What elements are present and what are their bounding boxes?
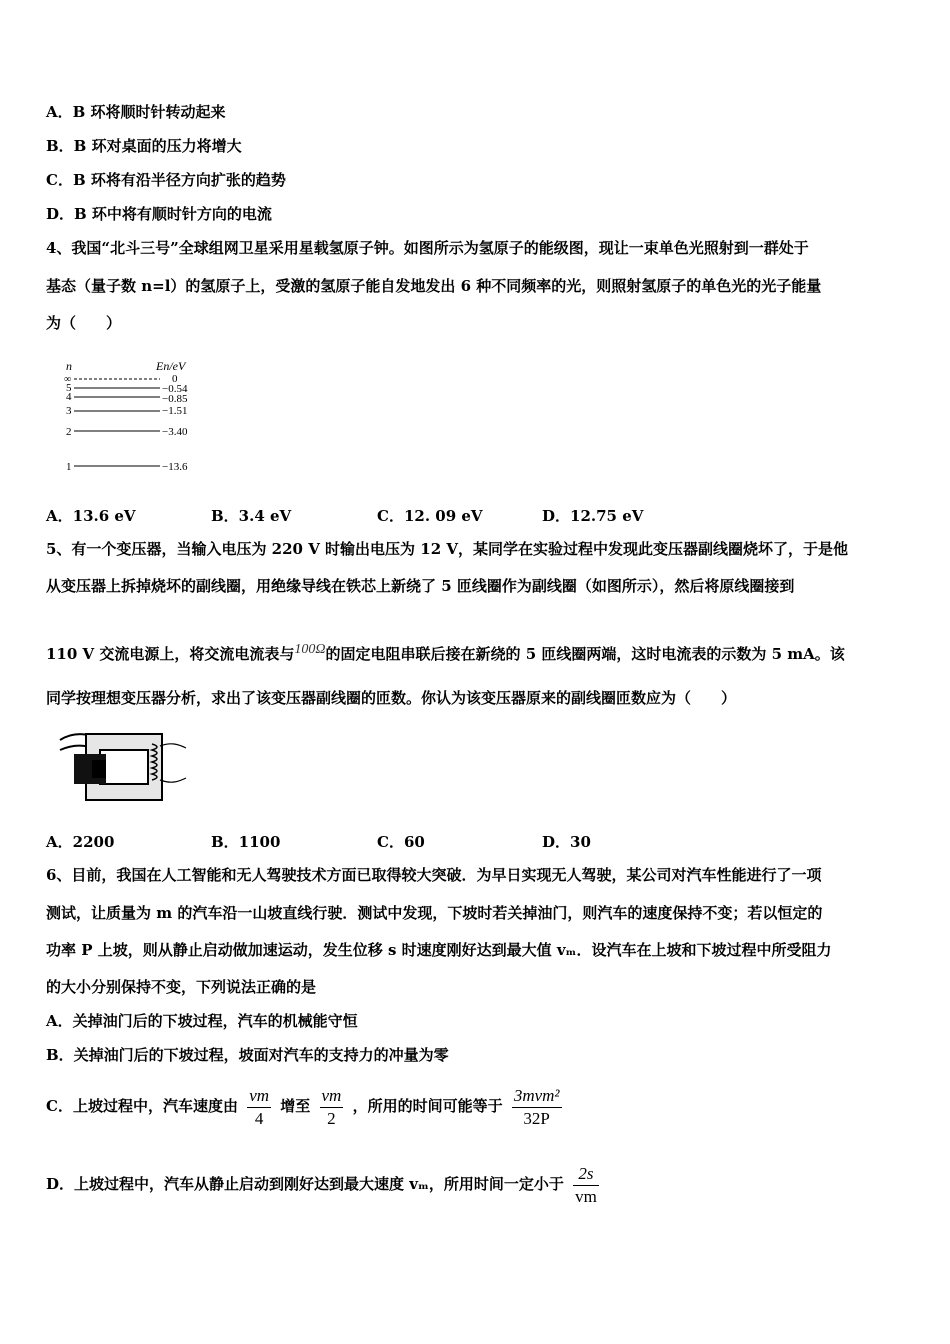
q6-option-c xyxy=(46,1082,566,1132)
q5-stem-line2: 从变压器上拆掉烧坏的副线圈，用绝缘导线在铁芯上新绕了 5 匝线圈作为副线圈（如图所示），然后将原线圈接到 xyxy=(46,577,795,595)
q5-stem-line3 xyxy=(46,640,845,664)
frac-2s-over-vm xyxy=(573,1163,599,1208)
q4-option-a: A．13.6 eV xyxy=(46,507,136,525)
q6-option-a: A．关掉油门后的下坡过程，汽车的机械能守恒 xyxy=(46,1012,358,1030)
level-n-5: 5 xyxy=(66,382,72,394)
level-n-inf: ∞ xyxy=(64,374,72,385)
q4-stem-line2: 基态（量子数 n=l）的氢原子上，受激的氢原子能自发地发出 6 种不同频率的光，则照射氢原子的单色光的光子能量 xyxy=(46,277,822,295)
q5-line3-part1: 110 V 交流电源上，将交流电流表与 xyxy=(46,645,295,663)
level-n-2: 2 xyxy=(66,426,72,438)
level-n-1: 1 xyxy=(66,461,72,473)
q5-option-a: A．2200 xyxy=(46,833,115,851)
q6-option-d xyxy=(46,1160,603,1216)
q6-stem-line2: 测试，让质量为 m 的汽车沿一山坡直线行驶．测试中发现，下坡时若关掉油门，则汽车的速度保持不变；若以恒定的 xyxy=(46,904,823,922)
q6-option-c-post: ，所用的时间可能等于 xyxy=(352,1097,503,1115)
q6-option-b: B．关掉油门后的下坡过程，坡面对汽车的支持力的冲量为零 xyxy=(46,1046,449,1064)
level-e-inf: 0 xyxy=(172,373,178,385)
frac-c3-num: 3mvm² xyxy=(512,1085,562,1108)
q5-stem-line4: 同学按理想变压器分析，求出了该变压器副线圈的匝数。你认为该变压器原来的副线圈匝数应为（ ） xyxy=(46,689,737,707)
level-e-3: −1.51 xyxy=(162,405,188,417)
level-n-3: 3 xyxy=(66,405,72,417)
level-e-5: −0.54 xyxy=(162,383,188,395)
q4-stem-line1: 4、我国“北斗三号”全球组网卫星采用星载氢原子钟。如图所示为氢原子的能级图，现让一束单色光照射到一群处于 xyxy=(46,239,809,257)
frac-vm-over-2 xyxy=(320,1085,344,1130)
q4-stem-line3: 为（ ） xyxy=(46,314,122,332)
level-e-1: −13.6 xyxy=(162,461,188,473)
q6-option-d-pre: D．上坡过程中，汽车从静止启动到刚好达到最大速度 vₘ，所用时间一定小于 xyxy=(46,1175,564,1193)
energy-level-diagram xyxy=(60,356,220,476)
level-n-4: 4 xyxy=(66,391,72,403)
q4-option-c: C．12. 09 eV xyxy=(377,507,483,525)
q5-line3-part2: 的固定电阻串联后接在新绕的 5 匝线圈两端，这时电流表的示数为 5 mA。该 xyxy=(325,645,845,663)
q5-option-c: C．60 xyxy=(377,833,425,851)
q3-option-b: B．B 环对桌面的压力将增大 xyxy=(46,137,242,155)
q6-option-c-pre: C．上坡过程中，汽车速度由 xyxy=(46,1097,238,1115)
q5-stem-line1: 5、有一个变压器，当输入电压为 220 V 时输出电压为 12 V，某同学在实验过程中发现此变压器副线圈烧坏了，于是他 xyxy=(46,540,849,558)
frac-c1-den: 4 xyxy=(254,1108,264,1128)
q4-option-b: B．3.4 eV xyxy=(211,507,292,525)
transformer-figure xyxy=(56,724,191,806)
q6-stem-line4: 的大小分别保持不变，下列说法正确的是 xyxy=(46,978,317,996)
frac-d-den: vm xyxy=(575,1186,597,1206)
diagram-header-e: En/eV xyxy=(156,359,186,373)
level-e-2: −3.40 xyxy=(162,426,188,438)
diagram-header-n: n xyxy=(66,359,72,373)
q3-option-a: A．B 环将顺时针转动起来 xyxy=(46,103,226,121)
q5-option-d: D．30 xyxy=(542,833,591,851)
resistor-value: 100Ω xyxy=(294,642,326,657)
frac-d-num: 2s xyxy=(573,1163,599,1186)
level-e-4: −0.85 xyxy=(162,393,188,405)
q4-option-d: D．12.75 eV xyxy=(542,507,644,525)
q3-option-d: D．B 环中将有顺时针方向的电流 xyxy=(46,205,272,223)
q6-option-c-mid: 增至 xyxy=(280,1097,311,1115)
frac-c1-num: vm xyxy=(247,1085,271,1108)
q3-option-c: C．B 环将有沿半径方向扩张的趋势 xyxy=(46,171,286,189)
frac-c2-den: 2 xyxy=(327,1108,336,1128)
q5-option-b: B．1100 xyxy=(211,833,281,851)
frac-3mvm2-over-32p xyxy=(512,1085,562,1130)
q6-stem-line3: 功率 P 上坡，则从静止启动做加速运动，发生位移 s 时速度刚好达到最大值 vₘ．设汽车在上坡和下坡过程中所受阻力 xyxy=(46,941,832,959)
frac-vm-over-4 xyxy=(247,1085,271,1130)
frac-c3-den: 32P xyxy=(523,1108,550,1128)
frac-c2-num: vm xyxy=(320,1085,344,1108)
q6-stem-line1: 6、目前，我国在人工智能和无人驾驶技术方面已取得较大突破．为早日实现无人驾驶，某公司对汽车性能进行了一项 xyxy=(46,866,822,884)
